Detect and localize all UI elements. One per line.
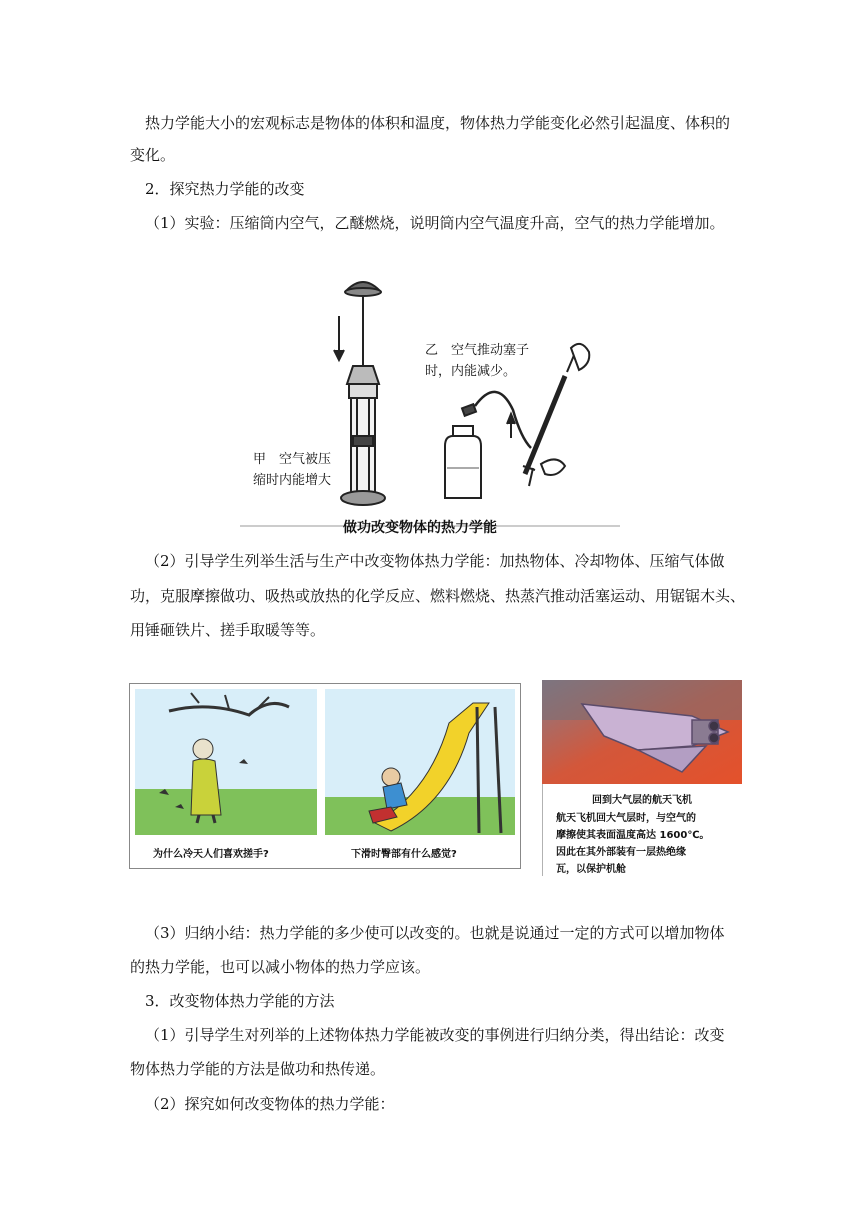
shuttle-text-line: 瓦，以保护机舱 [556, 864, 626, 875]
cartoon-panels-figure [129, 683, 521, 869]
paragraph-line: （2）引导学生列举生活与生产中改变物体热力学能：加热物体、冷却物体、压缩气体做 [145, 552, 725, 570]
paragraph-line: （1）引导学生对列举的上述物体热力学能被改变的事例进行归纳分类，得出结论：改变 [145, 1026, 725, 1044]
paragraph-line: 热力学能大小的宏观标志是物体的体积和温度，物体热力学能变化必然引起温度、体积的 [145, 114, 731, 132]
label-jia-line1: 甲 空气被压 [253, 452, 332, 467]
paragraph-line: 功，克服摩擦做功、吸热或放热的化学反应、燃料燃烧、热蒸汽推动活塞运动、用锯锯木头、 [130, 587, 746, 605]
paragraph-line: 的热力学能，也可以减小物体的热力学应该。 [130, 958, 431, 976]
shuttle-text-line: 因此在其外部装有一层热绝缘 [556, 847, 686, 858]
compression-pump-illustration [334, 282, 385, 505]
space-shuttle-photo [542, 680, 742, 876]
figure-caption: 做功改变物体的热力学能 [343, 520, 497, 536]
paragraph-line: 用锤砸铁片、搓手取暖等等。 [130, 621, 326, 639]
experiment-figure [235, 268, 635, 538]
label-yi-line1: 乙 空气推动塞子 [425, 343, 530, 358]
shuttle-text-line: 回到大气层的航天飞机 [592, 795, 692, 806]
paragraph-line: （3）归纳小结：热力学能的多少使可以改变的。也就是说通过一定的方式可以增加物体 [145, 924, 725, 942]
cold-hands-cartoon [135, 689, 317, 835]
label-jia-line2: 缩时内能增大 [253, 473, 332, 488]
paragraph-line: 变化。 [130, 146, 176, 164]
slide-cartoon [325, 689, 515, 835]
shuttle-text-line: 摩擦使其表面温度高达 1600℃。 [556, 830, 710, 841]
caption-left: 为什么冷天人们喜欢搓手? [153, 849, 269, 860]
caption-middle: 下滑时臀部有什么感觉? [351, 849, 457, 860]
paragraph-line: （1）实验：压缩筒内空气，乙醚燃烧，说明筒内空气温度升高，空气的热力学能增加。 [145, 214, 725, 232]
shuttle-text-line: 航天飞机回大气层时，与空气的 [556, 813, 696, 824]
label-yi-line2: 时，内能减少。 [425, 364, 517, 379]
paragraph-line: 物体热力学能的方法是做功和热传递。 [130, 1060, 386, 1078]
paragraph-line: （2）探究如何改变物体的热力学能： [145, 1095, 395, 1113]
section-heading: 3．改变物体热力学能的方法 [145, 992, 335, 1010]
section-heading: 2．探究热力学能的改变 [145, 180, 305, 198]
